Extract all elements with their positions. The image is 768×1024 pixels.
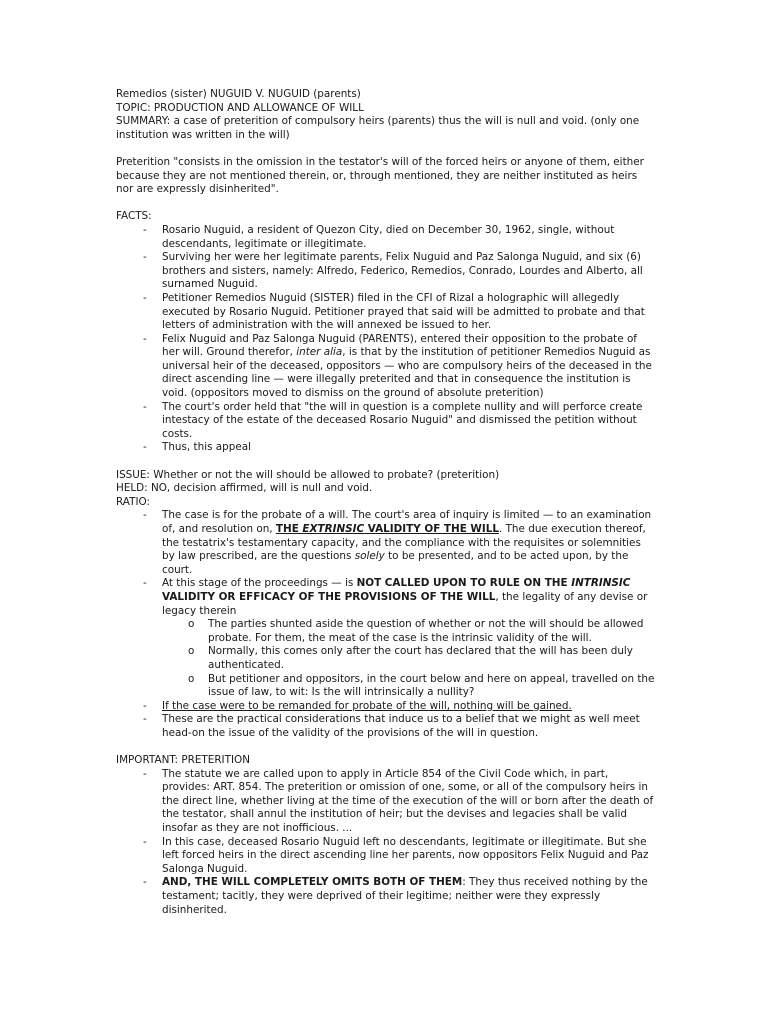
important-item: - The statute we are called upon to apply in Article 854 of the Civil Code which, in part, provides: ART. 854. The preterition or omission of one, some, or all of the compulsory heirs in the direct line, whether living at the time of the execution of the will or born after the death of the testator, shall annul the institution of heir; but the devises and legacies shall be valid insofar as they are not inofficious. ... [116,768,656,836]
ratio-heading: RATIO: [116,495,151,508]
ratio-item [116,577,656,699]
fact-item: - The court's order held that "the will in question is a complete nullity and will perforce create intestacy of the estate of the deceased Rosario Nuguid" and dismissed the petition without costs. [116,401,656,442]
ratio-bold-italic-text: INTRINSIC [571,577,631,590]
ratio-text: . The due execution thereof, the testatrix's testamentary capacity, and the compliance with the requisites or solemnities by law prescribed, are the questions [162,523,646,563]
ratio-bold-italic-text: EXTRINSIC [302,523,365,535]
case-title: Remedios (sister) NUGUID V. NUGUID (parents) [116,88,361,100]
ratio-bold-text: THE [275,523,303,535]
ratio-subitem: o Normally, this comes only after the court has declared that the will has been duly authenticated. [162,645,656,672]
issue-line: ISSUE: Whether or not the will should be allowed to probate? (preterition) [116,468,500,481]
important-bold-text: AND, THE WILL COMPLETELY OMITS BOTH OF THEM [162,876,463,889]
ratio-text: , the legality of any devise or legacy therein [162,590,648,617]
preterition-definition: Preterition "consists in the omission in the testator's will of the forced heirs or anyone of them, either because they are not mentioned therein, or, through mentioned, they are neither instituted as heirs nor are expressly disinherited". [116,155,644,196]
important-text: : They thus received nothing by the testament; tacitly, they were deprived of their legitime; neither were they expressly disinherited. [162,876,648,916]
fact-item [116,333,656,401]
ratio-item [116,700,656,714]
fact-text: , is that by the institution of petitioner Remedios Nuguid as universal heir of the deceased, oppositors — who are compulsory heirs of the deceased in the direct ascending line — were illegally preterited and that in consequence the institution is void. (oppositors moved to dismiss on the ground of absolute preterition) [162,346,652,400]
ratio-text: The case is for the probate of a will. The court's area of inquiry is limited — to an examination of, and resolution on, [162,509,652,535]
ratio-underlined-text: If the case were to be remanded for probate of the will, nothing will be gained. [162,699,572,712]
important-item: - In this case, deceased Rosario Nuguid left no descendants, legitimate or illegitimate. But she left forced heirs in the direct ascending line her parents, now oppositors Felix Nuguid and Paz Salonga Nuguid. [116,836,656,877]
important-list [116,768,656,918]
ratio-bold-text: VALIDITY OR EFFICACY OF THE PROVISIONS OF THE WILL [162,590,496,603]
ratio-item [116,509,656,577]
topic-line: TOPIC: PRODUCTION AND ALLOWANCE OF WILL [116,101,364,114]
ratio-bold-text: NOT CALLED UPON TO RULE ON THE [356,577,572,590]
fact-item: - Surviving her were her legitimate parents, Felix Nuguid and Paz Salonga Nuguid, and six (6) brothers and sisters, namely: Alfredo, Federico, Remedios, Conrado, Lourdes and Alberto, all surnamed Nuguid. [116,251,656,292]
ratio-text: At this stage of the proceedings — is [162,577,357,590]
ratio-list [116,509,656,740]
summary-line: SUMMARY: a case of preterition of compulsory heirs (parents) thus the will is null and void. (only one institution was written in the will) [116,115,640,141]
fact-italic-text: inter alia [296,346,343,359]
ratio-bold-text: VALIDITY OF THE WILL [364,523,499,535]
ratio-subitem: o But petitioner and oppositors, in the court below and here on appeal, travelled on the issue of law, to wit: Is the will intrinsically a nullity? [162,673,656,700]
document-page [116,88,656,917]
facts-heading: FACTS: [116,210,152,223]
fact-item: - Rosario Nuguid, a resident of Quezon City, died on December 30, 1962, single, without descendants, legitimate or illegitimate. [116,224,656,251]
facts-list [116,224,656,455]
ratio-subitem: o The parties shunted aside the question of whether or not the will should be allowed probate. For them, the meat of the case is the intrinsic validity of the will. [162,618,656,645]
fact-item: - Petitioner Remedios Nuguid (SISTER) filed in the CFI of Rizal a holographic will allegedly executed by Rosario Nuguid. Petitioner prayed that said will be admitted to probate and that letters of administration with the will annexed be issued to her. [116,292,656,333]
fact-text: Felix Nuguid and Paz Salonga Nuguid (PARENTS), entered their opposition to the probate of her will. Ground therefor, [162,332,637,359]
ratio-italic-text: solely [354,550,385,563]
important-heading: IMPORTANT: PRETERITION [116,754,250,767]
ratio-text: to be presented, and to be acted upon, by the court. [162,550,629,576]
ratio-sublist [162,618,656,700]
ratio-item: - These are the practical considerations that induce us to a belief that we might as well meet head-on the issue of the validity of the provisions of the will in question. [116,713,656,740]
ratio-bold-underline [276,523,499,535]
fact-item: - Thus, this appeal [116,441,656,455]
important-item [116,876,656,917]
held-line: HELD: NO, decision affirmed, will is null and void. [116,482,373,495]
